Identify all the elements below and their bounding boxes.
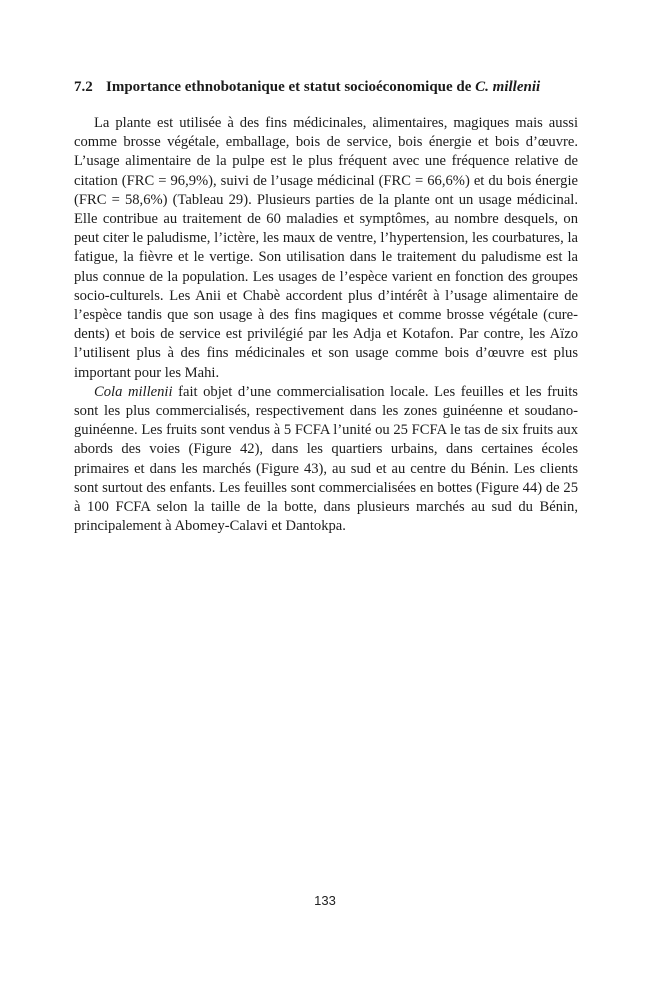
section-heading: [74, 78, 578, 97]
section-title-species: C. millenii: [475, 79, 541, 95]
section-number: 7.2: [74, 79, 93, 95]
page-body: [74, 78, 578, 536]
section-title: [106, 78, 578, 97]
section-title-text: Importance ethnobotanique et statut socioéconomique de: [106, 79, 472, 95]
paragraph-lead-italic: Cola millenii: [94, 383, 173, 400]
paragraph-text: La plante est utilisée à des fins médicinales, alimentaires, magiques mais aussi comme brosse végétale, emballage, bois de service, bois énergie et bois d’œuvre. L’usage alimentaire de la pulpe est le plus fréquent avec une fréquence relative de citation (FRC = 96,9%), suivi de l’usage médicinal (FRC = 66,6%) et du bois énergie (FRC = 58,6%) (Tableau 29). Plusieurs parties de la plante ont un usage médicinal. Elle contribue au traitement de 60 maladies et symptômes, au nombre desquels, on peut citer le paludisme, l’ictère, les maux de ventre, l’hypertension, les courbatures, la fatigue, la fièvre et le vertige. Son utilisation dans le traitement du paludisme est la plus connue de la population. Les usages de l’espèce varient en fonction des groupes socio-culturels. Les Anii et Chabè accordent plus d’intérêt à l’usage alimentaire de l’espèce tandis que son usage à des fins magiques et comme brosse végétale (cure-dents) et bois de service est privilégié par les Adja et Kotafon. Par contre, les Aïzo l’utilisent plus à des fins médicinales et son usage comme bois d’œuvre est plus important pour les Mahi.: [74, 115, 578, 381]
page-number: 133: [314, 893, 336, 908]
paragraph-usages: [74, 114, 578, 383]
paragraph-text: fait objet d’une commercialisation locale. Les feuilles et les fruits sont les plus commercialisés, respectivement dans les zones guinéenne et soudano-guinéenne. Les fruits sont vendus à 5 FCFA l’unité ou 25 FCFA le tas de six fruits aux abords des voies (Figure 42), dans les quartiers urbains, dans certaines écoles primaires et dans les marchés (Figure 43), au sud et au centre du Bénin. Les clients sont surtout des enfants. Les feuilles sont commercialisées en bottes (Figure 44) de 25 à 100 FCFA selon la taille de la botte, dans plusieurs marchés au sud du Bénin, principalement à Abomey-Calavi et Dantokpa.: [74, 383, 578, 535]
paragraph-commercialisation: [74, 383, 578, 537]
